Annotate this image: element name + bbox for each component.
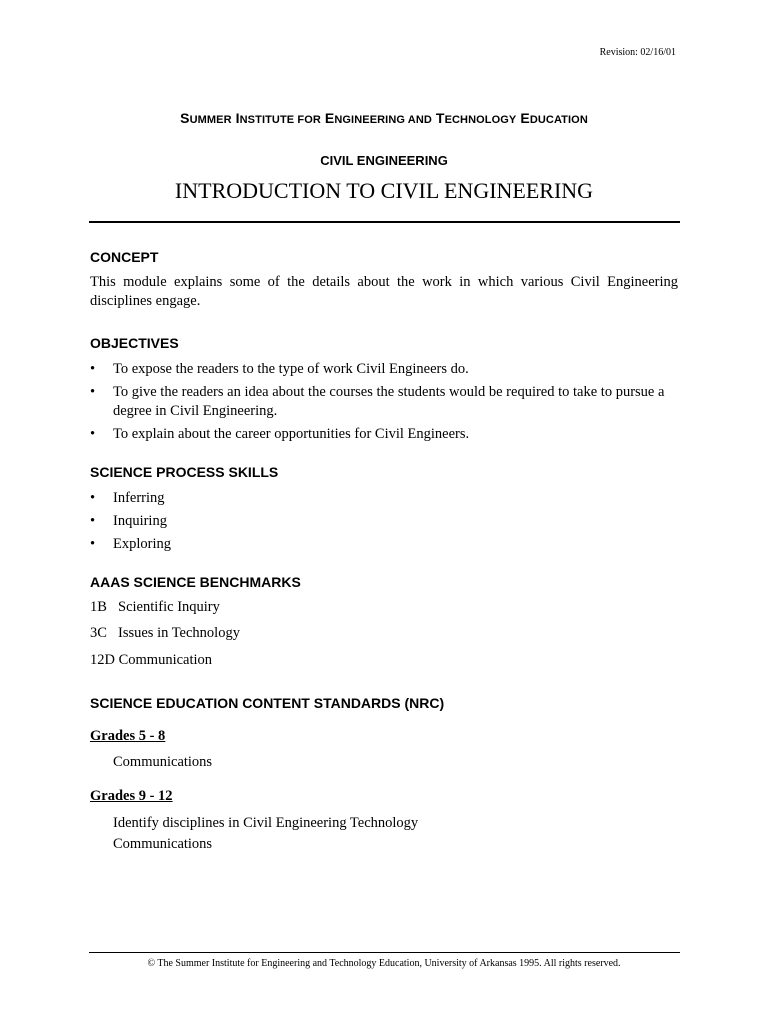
- bullet-icon: •: [90, 536, 96, 552]
- list-item: • Inquiring: [90, 513, 167, 529]
- benchmark-item: 12D Communication: [90, 652, 213, 668]
- list-item: • Exploring: [90, 536, 171, 552]
- standards-heading: SCIENCE EDUCATION CONTENT STANDARDS (NRC): [90, 695, 445, 711]
- grade-heading: Grades 9 - 12: [90, 788, 173, 804]
- skills-heading: SCIENCE PROCESS SKILLS: [90, 464, 279, 480]
- benchmarks-heading: AAAS SCIENCE BENCHMARKS: [90, 574, 301, 590]
- bullet-icon: •: [90, 384, 96, 400]
- list-item: • To give the readers an idea about the courses the students would be required to take to pursue a degree in Civil Engineering.: [90, 384, 665, 419]
- bullet-icon: •: [90, 490, 96, 506]
- skills-list: [90, 489, 680, 554]
- list-item: • To explain about the career opportunities for Civil Engineers.: [90, 426, 470, 442]
- concept-heading: CONCEPT: [90, 249, 159, 265]
- page-title: INTRODUCTION TO CIVIL ENGINEERING: [174, 178, 594, 203]
- bullet-icon: •: [90, 513, 96, 529]
- grade-heading: Grades 5 - 8: [90, 728, 166, 744]
- footer-divider: [89, 952, 680, 953]
- benchmark-item: 3C Issues in Technology: [90, 625, 240, 641]
- institute-name: SUMMER INSTITUTE FOR ENGINEERING AND TECHNOLOGY EDUCATION: [180, 110, 588, 126]
- concept-text: This module explains some of the details about the work in which various Civil Engineering disciplines engage.: [90, 274, 678, 309]
- bullet-icon: •: [90, 361, 96, 377]
- objectives-heading: OBJECTIVES: [90, 335, 179, 351]
- copyright-footer: © The Summer Institute for Engineering and Technology Education, University of Arkansas 1995. All rights reserved.: [147, 958, 621, 969]
- list-item: • Inferring: [90, 490, 165, 506]
- objectives-list: [90, 360, 680, 444]
- benchmark-item: 1B Scientific Inquiry: [90, 599, 220, 615]
- standard-item: Communications: [113, 754, 213, 770]
- revision-date: Revision: 02/16/01: [599, 47, 676, 58]
- department-label: CIVIL ENGINEERING: [320, 153, 448, 168]
- bullet-icon: •: [90, 426, 96, 442]
- header-divider: [89, 221, 680, 223]
- standard-item: Communications: [113, 836, 213, 852]
- standard-item: Identify disciplines in Civil Engineering Technology: [113, 815, 419, 831]
- list-item: • To expose the readers to the type of work Civil Engineers do.: [90, 361, 469, 377]
